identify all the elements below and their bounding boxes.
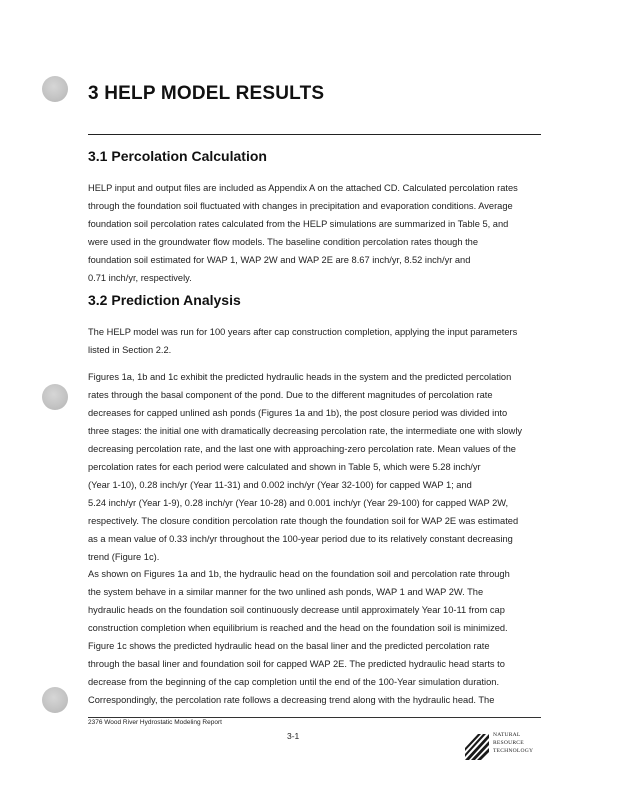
logo-line: TECHNOLOGY bbox=[493, 748, 534, 754]
company-logo bbox=[463, 728, 543, 764]
text-line: listed in Section 2.2. bbox=[88, 345, 172, 355]
text-line: through the basal liner and foundation soil for capped WAP 2E. The predicted hydraulic head starts to bbox=[88, 659, 505, 669]
paragraph-unlined-ponds bbox=[88, 565, 548, 637]
logo-line: RESOURCE bbox=[493, 740, 524, 746]
text-line: trend (Figure 1c). bbox=[88, 552, 160, 562]
title-divider bbox=[88, 134, 541, 135]
text-line: 0.71 inch/yr, respectively. bbox=[88, 273, 192, 283]
text-line: decreasing percolation rate, and the last one with approaching-zero percolation rate. Mean values of the bbox=[88, 444, 516, 454]
paragraph-wap-2e bbox=[88, 637, 548, 709]
binder-hole-top bbox=[42, 76, 68, 102]
text-line: decrease from the beginning of the cap completion until the end of the 100-Year simulation duration. bbox=[88, 677, 500, 687]
logo-mark-icon bbox=[463, 728, 491, 762]
logo-line: NATURAL bbox=[493, 732, 521, 738]
text-line: Correspondingly, the percolation rate follows a decreasing trend along with the hydraulic head. The bbox=[88, 695, 495, 705]
section-heading-prediction-analysis: 3.2 Prediction Analysis bbox=[88, 292, 241, 308]
text-line: Figure 1c shows the predicted hydraulic head on the basal liner and the predicted percolation rate bbox=[88, 641, 490, 651]
binder-hole-middle bbox=[42, 384, 68, 410]
text-line: (Year 1-10), 0.28 inch/yr (Year 11-31) and 0.002 inch/yr (Year 32-100) for capped WAP 1; and bbox=[88, 480, 472, 490]
paragraph-figures-overview bbox=[88, 368, 548, 566]
logo-wordmark bbox=[493, 731, 533, 755]
text-line: percolation rates for each period were calculated and shown in Table 5, which were 5.28 inch/yr bbox=[88, 462, 481, 472]
binder-hole-bottom bbox=[42, 687, 68, 713]
page-number: 3-1 bbox=[287, 731, 300, 741]
footer-report-title: 2376 Wood River Hydrostatic Modeling Report bbox=[88, 719, 222, 726]
text-line: three stages: the initial one with dramatically decreasing percolation rate, the intermediate one with slowly bbox=[88, 426, 523, 436]
text-line: the system behave in a similar manner for the two unlined ash ponds, WAP 1 and WAP 2W. The bbox=[88, 587, 484, 597]
text-line: hydraulic heads on the foundation soil continuously decrease until approximately Year 10-11 from cap bbox=[88, 605, 505, 615]
text-line: respectively. The closure condition percolation rate though the foundation soil for WAP 2E was estimated bbox=[88, 516, 519, 526]
text-line: foundation soil estimated for WAP 1, WAP 2W and WAP 2E are 8.67 inch/yr, 8.52 inch/yr and bbox=[88, 255, 471, 265]
footer-divider bbox=[88, 717, 541, 718]
text-line: construction completion when equilibrium is reached and the head on the foundation soil is minimized. bbox=[88, 623, 508, 633]
text-line: rates through the basal component of the pond. Due to the different magnitudes of percolation rate bbox=[88, 390, 493, 400]
text-line: Figures 1a, 1b and 1c exhibit the predicted hydraulic heads in the system and the predicted percolation bbox=[88, 372, 512, 382]
text-line: HELP input and output files are included as Appendix A on the attached CD. Calculated percolation rates bbox=[88, 183, 518, 193]
section-heading-percolation-calculation: 3.1 Percolation Calculation bbox=[88, 148, 267, 164]
text-line: foundation soil percolation rates calculated from the HELP simulations are summarized in Table 5, and bbox=[88, 219, 509, 229]
paragraph-model-run bbox=[88, 323, 548, 359]
text-line: through the foundation soil fluctuated with changes in precipitation and evaporation conditions. Average bbox=[88, 201, 513, 211]
paragraph-percolation-calculation bbox=[88, 179, 548, 287]
text-line: The HELP model was run for 100 years after cap construction completion, applying the input parameters bbox=[88, 327, 518, 337]
chapter-title: 3 HELP MODEL RESULTS bbox=[88, 83, 325, 104]
text-line: as a mean value of 0.33 inch/yr throughout the 100-year period due to its relatively constant decreasing bbox=[88, 534, 513, 544]
text-line: 5.24 inch/yr (Year 1-9), 0.28 inch/yr (Year 10-28) and 0.001 inch/yr (Year 29-100) for capped WAP 2W, bbox=[88, 498, 509, 508]
text-line: decreases for capped unlined ash ponds (Figures 1a and 1b), the post closure period was divided into bbox=[88, 408, 508, 418]
text-line: were used in the groundwater flow models. The baseline condition percolation rates though the bbox=[88, 237, 479, 247]
text-line: As shown on Figures 1a and 1b, the hydraulic head on the foundation soil and percolation rate through bbox=[88, 569, 510, 579]
